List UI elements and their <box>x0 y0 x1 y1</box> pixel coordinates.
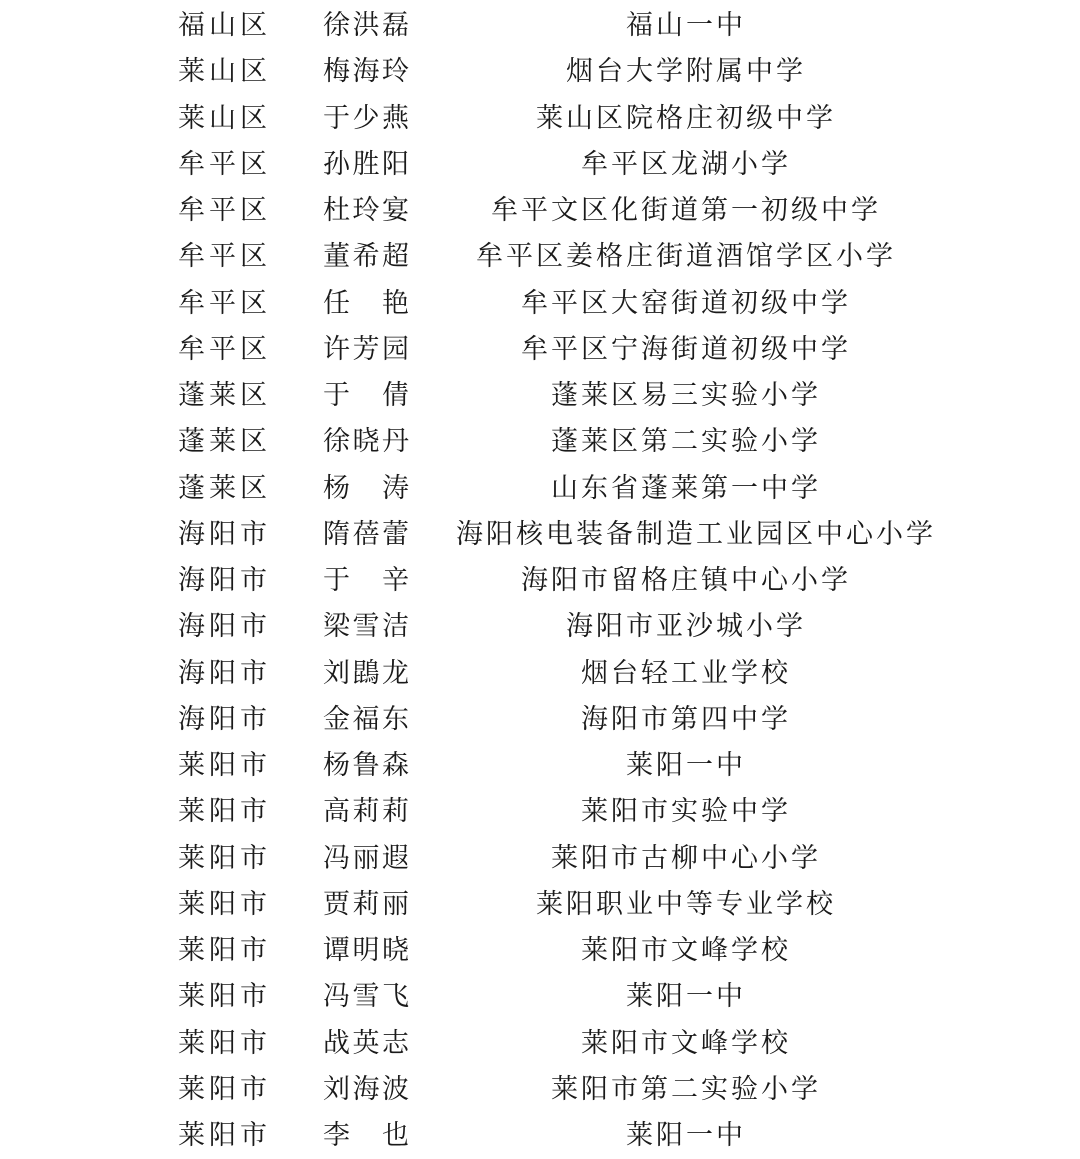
teacher-name-cell: 于 辛 <box>323 565 409 596</box>
teacher-name-cell: 于 倩 <box>323 380 409 411</box>
school-cell: 海阳市留格庄镇中心小学 <box>521 565 851 596</box>
list-row <box>0 373 1080 419</box>
list-row <box>0 188 1080 234</box>
teacher-name-cell: 贾莉丽 <box>323 888 409 920</box>
teacher-name-cell: 战英志 <box>323 1027 409 1059</box>
school-cell: 山东省蓬莱第一中学 <box>551 472 821 504</box>
teacher-name-cell: 徐洪磊 <box>323 10 409 41</box>
list-row <box>0 466 1080 512</box>
list-row <box>0 928 1080 974</box>
list-row <box>0 604 1080 650</box>
teacher-name-cell: 刘鵾龙 <box>323 657 409 689</box>
list-row <box>0 836 1080 882</box>
district-cell: 莱阳市 <box>178 935 271 966</box>
teacher-name-cell: 任 艳 <box>323 287 409 319</box>
list-row <box>0 3 1080 49</box>
school-cell: 莱阳一中 <box>626 981 746 1013</box>
teacher-name-cell: 杨鲁森 <box>323 750 409 781</box>
school-cell: 莱阳市文峰学校 <box>581 935 791 966</box>
district-cell: 莱阳市 <box>178 1120 271 1151</box>
school-cell: 牟平文区化街道第一初级中学 <box>491 195 881 226</box>
school-cell: 牟平区宁海街道初级中学 <box>521 333 851 365</box>
school-cell: 莱阳一中 <box>626 1120 746 1151</box>
district-cell: 海阳市 <box>178 518 271 550</box>
school-cell: 牟平区姜格庄街道酒馆学区小学 <box>476 241 896 273</box>
district-cell: 海阳市 <box>178 657 271 689</box>
district-cell: 莱山区 <box>178 102 271 134</box>
school-cell: 海阳市亚沙城小学 <box>566 611 806 643</box>
district-cell: 蓬莱区 <box>178 472 271 504</box>
school-cell: 烟台轻工业学校 <box>581 657 791 689</box>
list-row <box>0 96 1080 142</box>
teacher-name-cell: 于少燕 <box>323 102 409 134</box>
district-cell: 海阳市 <box>178 565 271 596</box>
district-cell: 莱阳市 <box>178 842 271 874</box>
school-cell: 莱阳市古柳中心小学 <box>551 842 821 874</box>
list-row <box>0 789 1080 835</box>
district-cell: 莱阳市 <box>178 1027 271 1059</box>
teacher-name-cell: 刘海波 <box>323 1073 409 1105</box>
list-row <box>0 1021 1080 1067</box>
teacher-name-cell: 董希超 <box>323 241 409 273</box>
teacher-name-cell: 杨 涛 <box>323 472 409 504</box>
list-row <box>0 281 1080 327</box>
district-cell: 莱山区 <box>178 56 271 88</box>
school-cell: 莱阳市文峰学校 <box>581 1027 791 1059</box>
list-row <box>0 512 1080 558</box>
district-cell: 莱阳市 <box>178 981 271 1013</box>
list-row <box>0 142 1080 188</box>
list-row <box>0 419 1080 465</box>
teacher-name-cell: 许芳园 <box>323 333 409 365</box>
school-cell: 海阳市第四中学 <box>581 703 791 735</box>
list-row <box>0 697 1080 743</box>
school-cell: 莱山区院格庄初级中学 <box>536 102 836 134</box>
list-row <box>0 49 1080 95</box>
district-cell: 福山区 <box>178 10 271 41</box>
teacher-name-cell: 李 也 <box>323 1120 409 1151</box>
school-cell: 海阳核电装备制造工业园区中心小学 <box>456 518 936 550</box>
district-cell: 牟平区 <box>178 241 271 273</box>
list-row <box>0 558 1080 604</box>
list-row <box>0 882 1080 928</box>
school-cell: 福山一中 <box>626 10 746 41</box>
school-cell: 莱阳市实验中学 <box>581 796 791 828</box>
school-cell: 烟台大学附属中学 <box>566 56 806 88</box>
district-cell: 蓬莱区 <box>178 380 271 411</box>
district-cell: 莱阳市 <box>178 750 271 781</box>
school-cell: 牟平区龙湖小学 <box>581 148 791 180</box>
district-cell: 牟平区 <box>178 333 271 365</box>
school-cell: 莱阳一中 <box>626 750 746 781</box>
school-cell: 蓬莱区第二实验小学 <box>551 426 821 458</box>
teacher-name-cell: 高莉莉 <box>323 796 409 828</box>
district-cell: 海阳市 <box>178 703 271 735</box>
teacher-name-cell: 杜玲宴 <box>323 195 409 226</box>
district-cell: 海阳市 <box>178 611 271 643</box>
list-row <box>0 327 1080 373</box>
teacher-name-cell: 冯丽遐 <box>323 842 409 874</box>
teacher-name-cell: 金福东 <box>323 703 409 735</box>
teacher-name-cell: 梁雪洁 <box>323 611 409 643</box>
school-cell: 蓬莱区易三实验小学 <box>551 380 821 411</box>
teacher-name-cell: 冯雪飞 <box>323 981 409 1013</box>
teacher-name-cell: 谭明晓 <box>323 935 409 966</box>
list-row <box>0 974 1080 1020</box>
district-cell: 牟平区 <box>178 195 271 226</box>
district-cell: 牟平区 <box>178 287 271 319</box>
district-cell: 莱阳市 <box>178 888 271 920</box>
list-row <box>0 743 1080 789</box>
district-cell: 牟平区 <box>178 148 271 180</box>
district-cell: 莱阳市 <box>178 796 271 828</box>
list-row <box>0 234 1080 280</box>
teacher-name-cell: 孙胜阳 <box>323 148 409 180</box>
school-cell: 莱阳市第二实验小学 <box>551 1073 821 1105</box>
list-row <box>0 1067 1080 1113</box>
teacher-name-cell: 隋蓓蕾 <box>323 518 409 550</box>
school-cell: 莱阳职业中等专业学校 <box>536 888 836 920</box>
teacher-name-cell: 徐晓丹 <box>323 426 409 458</box>
list-row <box>0 651 1080 697</box>
district-cell: 莱阳市 <box>178 1073 271 1105</box>
school-cell: 牟平区大窑街道初级中学 <box>521 287 851 319</box>
district-cell: 蓬莱区 <box>178 426 271 458</box>
list-row <box>0 1113 1080 1159</box>
teacher-name-cell: 梅海玲 <box>323 56 409 88</box>
